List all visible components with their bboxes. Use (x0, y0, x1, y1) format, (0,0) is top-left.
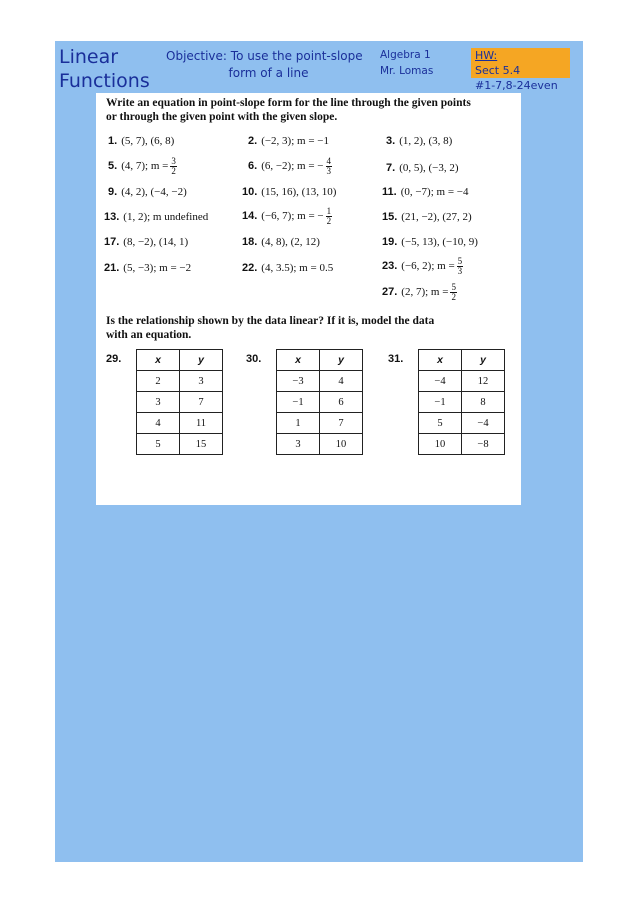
problem: 18. (4, 8), (2, 12) (242, 236, 320, 248)
table-label: 30. (246, 353, 262, 365)
fraction: $\frac{3}{2}$ (171, 156, 176, 176)
fraction: $\frac{4}{3}$ (326, 156, 331, 176)
problem: 23. (−6, 2); m = $\frac{5}{3}$ (382, 256, 463, 276)
objective-line-1: To use the point-slope (230, 49, 363, 63)
problem: 27. (2, 7); m = $\frac{5}{2}$ (382, 282, 456, 302)
section2-instructions-line-1: Is the relationship shown by the data linear? If it is, model the data (106, 315, 435, 327)
table-row: 1 7 (277, 413, 363, 434)
table-row: −1 6 (277, 392, 363, 413)
fraction: $\frac{1}{2}$ (326, 206, 332, 226)
fraction: $\frac{5}{3}$ (457, 256, 463, 276)
table-row: −1 8 (419, 392, 505, 413)
table-row: 10 −8 (419, 434, 505, 455)
slide-title (59, 45, 150, 93)
table-row: 4 11 (137, 413, 223, 434)
table-row: −3 4 (277, 371, 363, 392)
problem: 2. (−2, 3); m = −1 (248, 135, 329, 147)
problem: 11. (0, −7); m = −4 (382, 186, 469, 198)
data-table: x y −4 12 −1 8 5 −4 10 −8 (418, 349, 505, 455)
problem: 19. (−5, 13), (−10, 9) (382, 236, 478, 248)
section2-instructions (106, 314, 516, 342)
problem: 3. (1, 2), (3, 8) (386, 135, 453, 147)
slide (55, 41, 583, 862)
title-line-1: Linear (59, 46, 119, 68)
worksheet-image (96, 93, 521, 505)
hw-label: HW: (475, 49, 498, 62)
table-label: 31. (388, 353, 404, 365)
problem: 1. (5, 7), (6, 8) (108, 135, 175, 147)
problem: 15. (21, −2), (27, 2) (382, 211, 472, 223)
objective-line-2: form of a line (228, 66, 309, 80)
hw-section: Sect 5.4 (475, 64, 521, 77)
problem: 10. (15, 16), (13, 10) (242, 186, 337, 198)
problem: 9. (4, 2), (−4, −2) (108, 186, 187, 198)
objective (166, 48, 371, 82)
section1-instructions-line-2: or through the given point with the given slope. (106, 111, 338, 123)
section1-instructions-line-1: Write an equation in point-slope form for the line through the given points (106, 97, 471, 109)
problem: 22. (4, 3.5); m = 0.5 (242, 262, 334, 274)
problem: 14. (−6, 7); m = − $\frac{1}{2}$ (242, 206, 332, 226)
table-row: 5 15 (137, 434, 223, 455)
homework-box (471, 48, 570, 92)
course-info (380, 47, 433, 79)
data-table: x y 2 3 3 7 4 11 5 15 (136, 349, 223, 455)
table-label: 29. (106, 353, 122, 365)
title-line-2: Functions (59, 70, 150, 92)
table-row: 5 −4 (419, 413, 505, 434)
problem: 21. (5, −3); m = −2 (104, 262, 192, 274)
course-name: Algebra 1 (380, 49, 431, 61)
problem: 5. (4, 7); m = $\frac{3}{2}$ (108, 156, 176, 176)
section1-instructions (106, 96, 516, 124)
problem: 13. (1, 2); m undefined (104, 211, 209, 223)
objective-label: Objective: (166, 49, 227, 63)
problem: 17. (8, −2), (14, 1) (104, 236, 189, 248)
table-row: 3 7 (137, 392, 223, 413)
section2-instructions-line-2: with an equation. (106, 329, 192, 341)
data-table: x y −3 4 −1 6 1 7 3 10 (276, 349, 363, 455)
problem: 7. (0, 5), (−3, 2) (386, 162, 459, 174)
teacher-name: Mr. Lomas (380, 65, 434, 77)
fraction: $\frac{5}{2}$ (451, 282, 456, 302)
problem: 6. (6, −2); m = − $\frac{4}{3}$ (248, 156, 331, 176)
hw-problems: #1-7,8-24even (475, 79, 558, 92)
table-row: 3 10 (277, 434, 363, 455)
table-row: −4 12 (419, 371, 505, 392)
table-row: 2 3 (137, 371, 223, 392)
